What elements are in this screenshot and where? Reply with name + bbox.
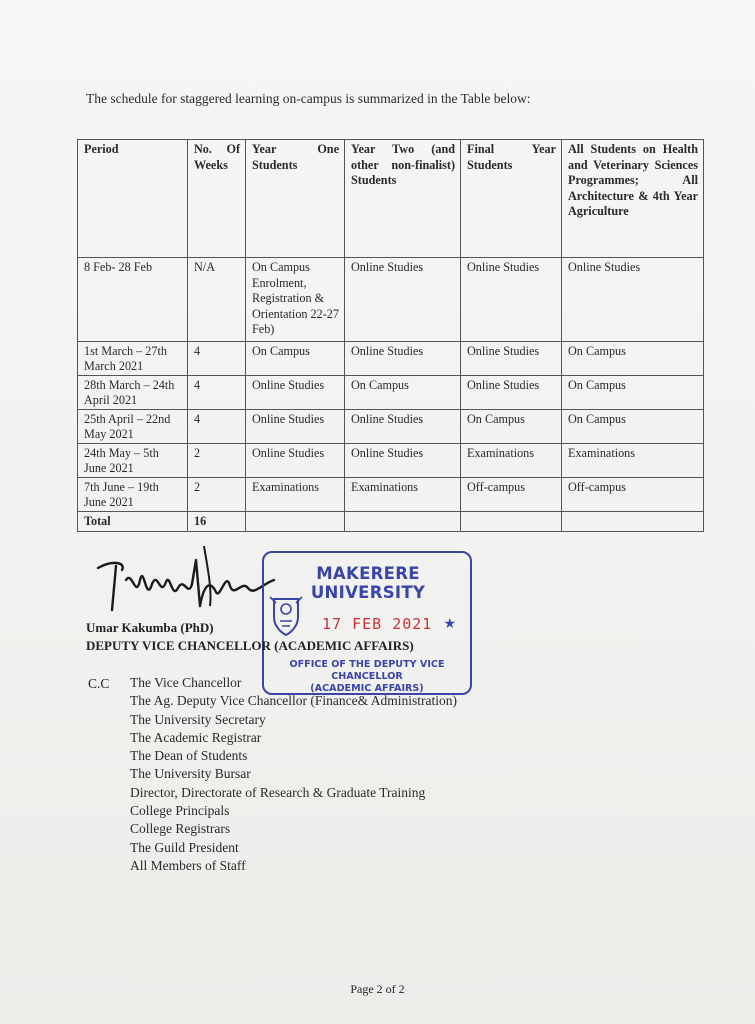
table-total-row <box>78 512 704 532</box>
cell-year-two: Examinations <box>345 478 461 512</box>
stamp-university: MAKERERE UNIVERSITY <box>310 564 426 602</box>
cell-weeks: 4 <box>188 376 246 410</box>
handwritten-signature <box>92 540 282 620</box>
cell-health-sciences: Off-campus <box>562 478 704 512</box>
list-item: The Dean of Students <box>130 748 248 764</box>
cell-period: 7th June – 19th June 2021 <box>78 478 188 512</box>
header-weeks: No. Of Weeks <box>188 140 246 258</box>
list-item: The Vice Chancellor <box>130 675 242 690</box>
list-item: The Academic Registrar <box>130 729 262 745</box>
list-item: College Registrars <box>130 821 231 837</box>
list-item: The University Bursar <box>130 766 251 782</box>
cell-weeks: 2 <box>188 444 246 478</box>
cell-health-sciences: Examinations <box>562 444 704 478</box>
cell-health-sciences: On Campus <box>562 342 704 376</box>
cell-final-year: Online Studies <box>461 342 562 376</box>
cell-final-year: Examinations <box>461 444 562 478</box>
cell-period: 8 Feb- 28 Feb <box>78 258 188 342</box>
cell-year-two: Online Studies <box>345 258 461 342</box>
signer-title: DEPUTY VICE CHANCELLOR (ACADEMIC AFFAIRS) <box>86 638 414 653</box>
cc-label: C.C <box>88 676 110 691</box>
header-health-sciences: All Students on Health and Veterinary Sciences Programmes; All Architecture & 4th Year Agriculture <box>562 140 704 258</box>
page-number: Page 2 of 2 <box>350 982 405 996</box>
cell-period: 24th May – 5th June 2021 <box>78 444 188 478</box>
cell-year-two: On Campus <box>345 376 461 410</box>
header-final-year: Final Year Students <box>461 140 562 258</box>
stamp-office-line1: OFFICE OF THE DEPUTY VICE CHANCELLOR <box>289 659 445 682</box>
cell-weeks: 4 <box>188 410 246 444</box>
cell-health-sciences: On Campus <box>562 376 704 410</box>
total-weeks: 16 <box>188 512 246 532</box>
cell-weeks: 2 <box>188 478 246 512</box>
header-year-two: Year Two (and other non-finalist) Students <box>345 140 461 258</box>
cell-year-one: On Campus <box>246 342 345 376</box>
table-row <box>78 258 704 342</box>
cell-health-sciences: On Campus <box>562 410 704 444</box>
list-item: The University Secretary <box>130 711 266 727</box>
list-item: Director, Directorate of Research & Graduate Training <box>130 784 426 800</box>
list-item: All Members of Staff <box>130 857 246 873</box>
table-row <box>78 410 704 444</box>
star-icon: ★ <box>443 616 456 632</box>
cell-final-year: Online Studies <box>461 258 562 342</box>
intro-text: The schedule for staggered learning on-campus is summarized in the Table below: <box>86 91 531 106</box>
schedule-table <box>77 139 704 532</box>
cell-period: 1st March – 27th March 2021 <box>78 342 188 376</box>
stamp-date: 17 FEB 2021 <box>322 615 433 633</box>
cell-year-two: Online Studies <box>345 444 461 478</box>
cell-period: 25th April – 22nd May 2021 <box>78 410 188 444</box>
total-label: Total <box>78 512 188 532</box>
table-row <box>78 478 704 512</box>
cell-year-one: Examinations <box>246 478 345 512</box>
table-row <box>78 342 704 376</box>
cell-year-one: Online Studies <box>246 444 345 478</box>
cell-weeks: N/A <box>188 258 246 342</box>
header-period: Period <box>78 140 188 258</box>
cell-period: 28th March – 24th April 2021 <box>78 376 188 410</box>
cell-year-two: Online Studies <box>345 342 461 376</box>
cell-year-one: On Campus Enrolment, Registration & Orientation 22-27 Feb) <box>246 258 345 342</box>
list-item: College Principals <box>130 803 230 819</box>
cell-final-year: Online Studies <box>461 376 562 410</box>
cell-final-year: Off-campus <box>461 478 562 512</box>
cell-health-sciences: Online Studies <box>562 258 704 342</box>
cc-list <box>130 674 457 875</box>
cell-final-year: On Campus <box>461 410 562 444</box>
cell-year-one: Online Studies <box>246 376 345 410</box>
table-row <box>78 444 704 478</box>
stamp-office-line2: (ACADEMIC AFFAIRS) <box>310 683 424 694</box>
table-header-row <box>78 140 704 258</box>
cell-weeks: 4 <box>188 342 246 376</box>
cell-year-two: Online Studies <box>345 410 461 444</box>
header-year-one: Year One Students <box>246 140 345 258</box>
list-item: The Ag. Deputy Vice Chancellor (Finance& Administration) <box>130 693 457 709</box>
cell-year-one: Online Studies <box>246 410 345 444</box>
signer-block <box>86 619 414 655</box>
list-item: The Guild President <box>130 839 239 855</box>
table-row <box>78 376 704 410</box>
signer-name: Umar Kakumba (PhD) <box>86 620 214 635</box>
